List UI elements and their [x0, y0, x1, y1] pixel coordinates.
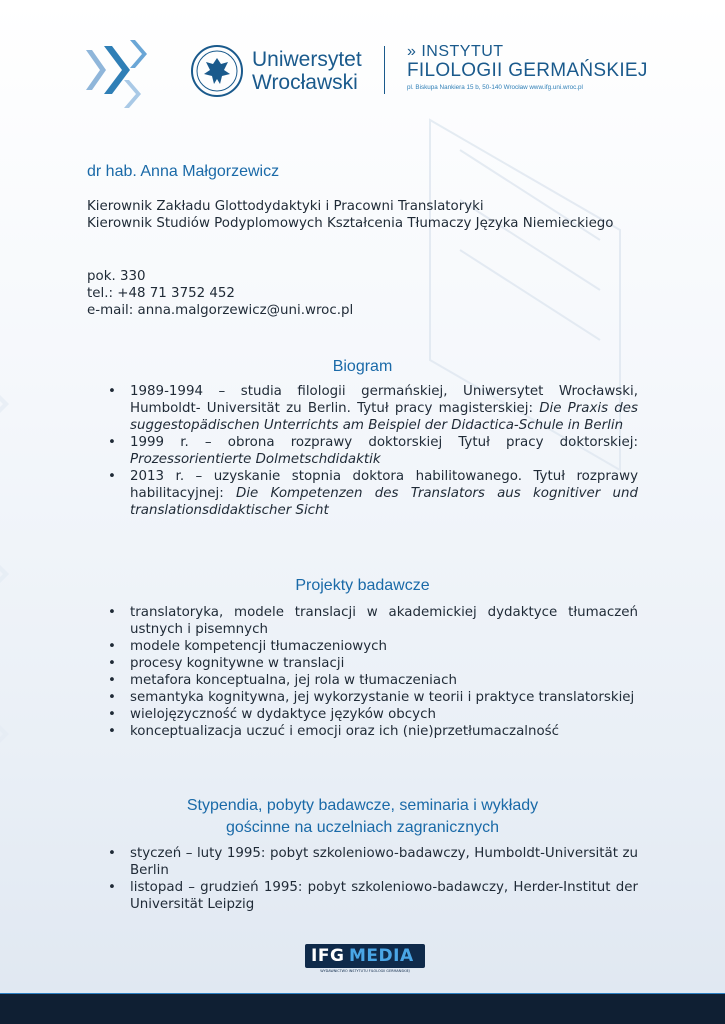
list-item: • wielojęzyczność w dydaktyce języków obcych — [130, 706, 638, 723]
list-item: • konceptualizacja uczuć i emocji oraz ich (nie)przetłumaczalność — [130, 723, 638, 740]
university-seal-icon — [190, 44, 244, 98]
list-item: • 2013 r. – uzyskanie stopnia doktora habilitowanego. Tytuł rozprawy habilitacyjnej: Die Kompetenzen des Translators aus kognitiver und translationsdidaktischer Sicht — [130, 468, 638, 519]
list-item: • translatoryka, modele translacji w akademickiej dydaktyce tłumaczeń ustnych i pisemnych — [130, 604, 638, 638]
role-2: Kierownik Studiów Podyplomowych Kształcenia Tłumaczy Języka Niemieckiego — [87, 216, 614, 231]
logo-text-media: MEDIA — [349, 946, 414, 966]
header-divider — [384, 46, 385, 94]
list-item: • 1989-1994 – studia filologii germańskiej, Uniwersytet Wrocławski, Humboldt- Universität zu Berlin. Tytuł pracy magisterskiej: Die Praxis des suggestopädischen Unterrichts am Beispiel der Didactica-Schule in Berlin — [130, 383, 638, 434]
section-title-stays-line2: gościnne na uczelniach zagranicznych — [225, 819, 500, 836]
logo-caption: WYDAWNICTWO INSTYTUTU FILOLOGII GERMAŃSKIEJ — [320, 969, 410, 973]
biogram-list — [87, 383, 638, 519]
email[interactable]: e-mail: anna.malgorzewicz@uni.wroc.pl — [87, 303, 354, 318]
university-name-line1: Uniwersytet — [252, 48, 362, 71]
projects-list — [87, 604, 638, 740]
room: pok. 330 — [87, 269, 146, 284]
list-item: • 1999 r. – obrona rozprawy doktorskiej Tytuł pracy doktorskiej: Prozessorientierte Dolmetschdidaktik — [130, 434, 638, 468]
list-item: • procesy kognitywne w translacji — [130, 655, 638, 672]
section-title-biogram: Biogram — [332, 358, 393, 375]
university-name — [252, 48, 362, 94]
list-item: • listopad – grudzień 1995: pobyt szkoleniowo-badawczy, Herder-Institut der Universität Leipzig — [130, 879, 638, 913]
role-1: Kierownik Zakładu Glottodydaktyki i Pracowni Translatoryki — [87, 199, 484, 214]
institute-name: FILOLOGII GERMAŃSKIEJ — [407, 60, 648, 81]
list-item: • metafora konceptualna, jej rola w tłumaczeniach — [130, 672, 638, 689]
list-item: • semantyka kognitywna, jej wykorzystanie w teorii i praktyce translatorskiej — [130, 689, 638, 706]
section-title-projects: Projekty badawcze — [295, 577, 430, 594]
person-roles — [87, 198, 638, 232]
chevrons-logo-icon — [82, 40, 162, 110]
list-item: • styczeń – luty 1995: pobyt szkoleniowo-badawczy, Humboldt-Universität zu Berlin — [130, 845, 638, 879]
person-name: dr hab. Anna Małgorzewicz — [87, 163, 280, 180]
page-header — [0, 0, 725, 120]
section-title-stays — [87, 795, 638, 839]
logo-text-ifg: IFG — [311, 946, 345, 966]
university-name-line2: Wrocławski — [252, 71, 358, 94]
phone: tel.: +48 71 3752 452 — [87, 286, 235, 301]
contact-info — [87, 268, 638, 319]
stays-list — [87, 845, 638, 913]
ifg-media-logo — [305, 944, 425, 974]
list-item: • modele kompetencji tłumaczeniowych — [130, 638, 638, 655]
section-title-stays-line1: Stypendia, pobyty badawcze, seminaria i wykłady — [186, 797, 539, 814]
institute-label: » INSTYTUT — [407, 43, 504, 60]
institute-address: pl. Biskupa Nankiera 15 b, 50-140 Wrocław www.ifg.uni.wroc.pl — [407, 84, 583, 91]
footer-bar — [0, 994, 725, 1024]
